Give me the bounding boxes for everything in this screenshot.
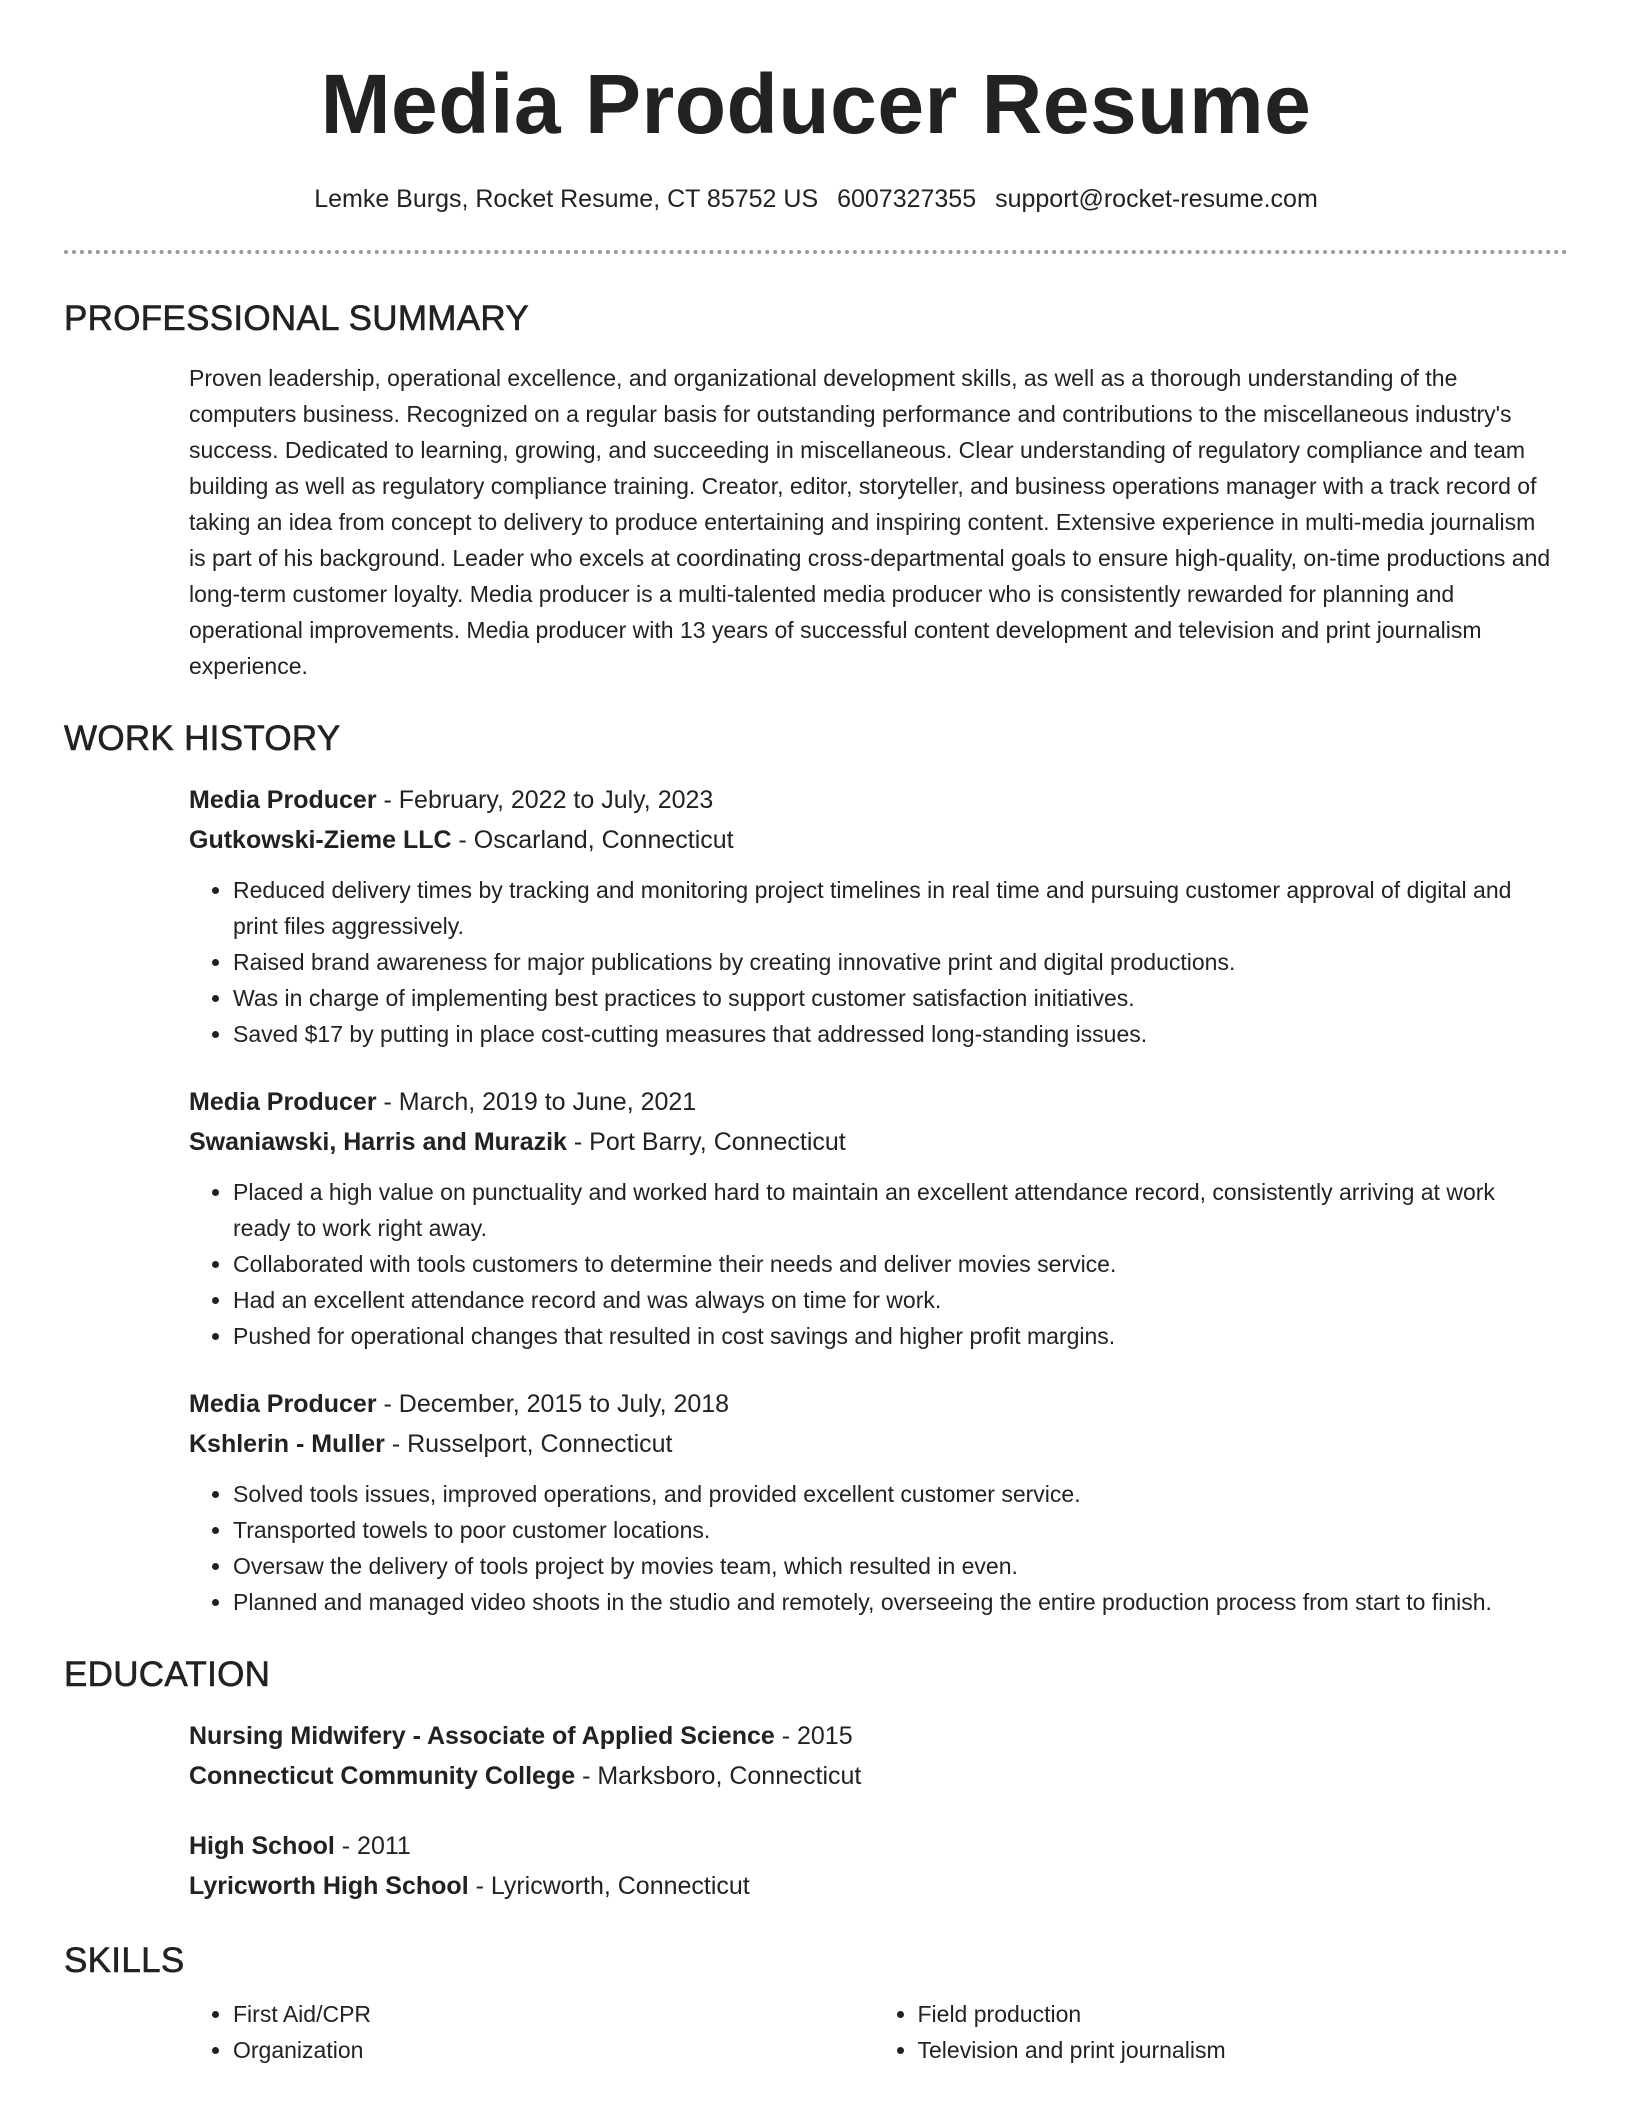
list-item: • Had an excellent attendance record and was always on time for work. xyxy=(233,1282,1558,1318)
section-heading: WORK HISTORY xyxy=(64,719,341,758)
job-bullets xyxy=(189,872,1558,1052)
section-heading: EDUCATION xyxy=(64,1655,271,1694)
contact-address: Lemke Burgs, Rocket Resume, CT 85752 US xyxy=(314,185,819,213)
education-school-line xyxy=(189,1866,1558,1906)
education-degree: Nursing Midwifery - Associate of Applied Science xyxy=(189,1722,775,1750)
education-entry xyxy=(189,1826,1558,1906)
job-title-line xyxy=(189,1082,1558,1122)
job-company: Gutkowski-Zieme LLC xyxy=(189,826,452,854)
job-title-line xyxy=(189,1384,1558,1424)
education-year: - 2015 xyxy=(774,1722,853,1750)
contact-line xyxy=(64,182,1568,216)
job-role: Media Producer xyxy=(189,1390,377,1418)
list-item: • Saved $17 by putting in place cost-cutting measures that addressed long-standing issues. xyxy=(233,1016,1558,1052)
job-dates: - February, 2022 to July, 2023 xyxy=(376,786,714,814)
education-location: - Marksboro, Connecticut xyxy=(575,1762,862,1790)
section-education xyxy=(64,1654,1568,1906)
skill-item: • Television and print journalism xyxy=(918,2032,1559,2068)
list-item: • Solved tools issues, improved operations, and provided excellent customer service. xyxy=(233,1476,1558,1512)
job-bullets xyxy=(189,1174,1558,1354)
resume-title: Media Producer Resume xyxy=(320,57,1312,151)
job-entry xyxy=(189,1082,1558,1354)
job-location: - Russelport, Connecticut xyxy=(384,1430,673,1458)
list-item: • Planned and managed video shoots in the studio and remotely, overseeing the entire production process from start to finish. xyxy=(233,1584,1558,1620)
education-degree: High School xyxy=(189,1832,335,1860)
list-item: • Collaborated with tools customers to determine their needs and deliver movies service. xyxy=(233,1246,1558,1282)
job-company-line xyxy=(189,1122,1558,1162)
list-item: • Transported towels to poor customer locations. xyxy=(233,1512,1558,1548)
skills-columns xyxy=(189,1996,1558,2068)
job-company-line xyxy=(189,1424,1558,1464)
header-divider xyxy=(64,250,1568,254)
job-role: Media Producer xyxy=(189,1088,377,1116)
education-degree-line xyxy=(189,1826,1558,1866)
job-location: - Oscarland, Connecticut xyxy=(451,826,734,854)
list-item: • Placed a high value on punctuality and worked hard to maintain an excellent attendance record, consistently arriving at work ready to work right away. xyxy=(233,1174,1558,1246)
job-company: Kshlerin - Muller xyxy=(189,1430,385,1458)
section-work-history xyxy=(64,718,1568,1620)
job-bullets xyxy=(189,1476,1558,1620)
list-item: • Pushed for operational changes that resulted in cost savings and higher profit margins. xyxy=(233,1318,1558,1354)
list-item: • Oversaw the delivery of tools project by movies team, which resulted in even. xyxy=(233,1548,1558,1584)
contact-email[interactable]: support@rocket-resume.com xyxy=(995,185,1318,213)
skill-item: • First Aid/CPR xyxy=(233,1996,874,2032)
list-item: • Raised brand awareness for major publications by creating innovative print and digital productions. xyxy=(233,944,1558,980)
summary-text: Proven leadership, operational excellence, and organizational development skills, as well as a thorough understanding of the computers business. Recognized on a regular basis for outstanding performance and contributions to the miscellaneous industry's success. Dedicated to learning, growing, and succeeding in miscellaneous. Clear understanding of regulatory compliance and team building as well as regulatory compliance training. Creator, editor, storyteller, and business operations manager with a track record of taking an idea from concept to delivery to produce entertaining and inspiring content. Extensive experience in multi-media journalism is part of his background. Leader who excels at coordinating cross-departmental goals to ensure high-quality, on-time productions and long-term customer loyalty. Media producer is a multi-talented media producer who is consistently rewarded for planning and operational improvements. Media producer with 13 years of successful content development and television and print journalism experience. xyxy=(189,365,1551,679)
skill-item: • Field production xyxy=(918,1996,1559,2032)
education-school: Lyricworth High School xyxy=(189,1872,469,1900)
section-professional-summary xyxy=(64,298,1568,684)
job-company: Swaniawski, Harris and Murazik xyxy=(189,1128,567,1156)
education-degree-line xyxy=(189,1716,1558,1756)
resume-header xyxy=(64,0,1568,254)
education-school: Connecticut Community College xyxy=(189,1762,576,1790)
section-heading: SKILLS xyxy=(64,1941,185,1980)
section-heading: PROFESSIONAL SUMMARY xyxy=(64,299,529,338)
skills-column-left xyxy=(189,1996,874,2068)
job-company-line xyxy=(189,820,1558,860)
job-dates: - March, 2019 to June, 2021 xyxy=(376,1088,697,1116)
list-item: • Was in charge of implementing best practices to support customer satisfaction initiatives. xyxy=(233,980,1558,1016)
section-skills xyxy=(64,1940,1568,2068)
contact-phone: 6007327355 xyxy=(837,185,977,213)
education-year: - 2011 xyxy=(334,1832,411,1860)
skill-item: • Organization xyxy=(233,2032,874,2068)
job-entry xyxy=(189,1384,1558,1620)
job-role: Media Producer xyxy=(189,786,377,814)
education-school-line xyxy=(189,1756,1558,1796)
job-title-line xyxy=(189,780,1558,820)
education-location: - Lyricworth, Connecticut xyxy=(468,1872,750,1900)
list-item: • Reduced delivery times by tracking and monitoring project timelines in real time and pursuing customer approval of digital and print files aggressively. xyxy=(233,872,1558,944)
job-entry xyxy=(189,780,1558,1052)
job-location: - Port Barry, Connecticut xyxy=(566,1128,846,1156)
skills-column-right xyxy=(874,1996,1559,2068)
job-dates: - December, 2015 to July, 2018 xyxy=(376,1390,730,1418)
education-entry xyxy=(189,1716,1558,1796)
